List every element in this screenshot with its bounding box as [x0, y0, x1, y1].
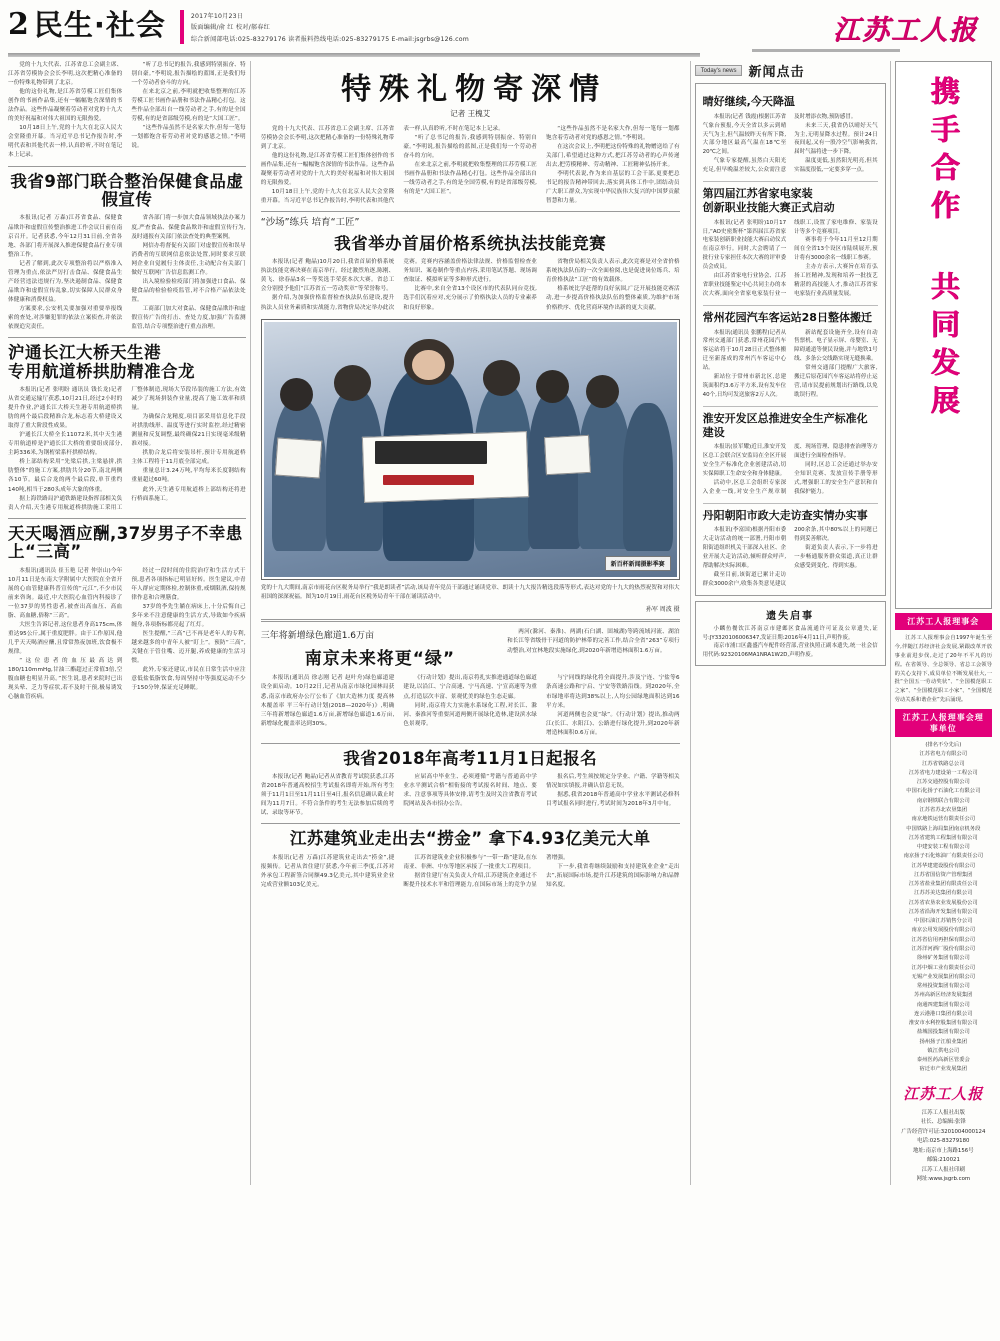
article-weather-body: 本报讯(记者 钱霞)根据江苏省气象台预报,今天全省以多云到晴天气为主,但气温较昨天有所下降,大部分地区最高气温在18℃至20℃之间。 气象专家提醒,虽然白天阳光充足,但早晚温差较大,公众需注意及时增添衣物,预防感冒。 未来三天,我省仍以晴好天气为主,无明显降水过程。预计24日夜间起,又有一股冷空气影响我省,届时气温将进一步下降。 温度更低,虽然阳光明亮,但其实温度很低,一定要多穿一点。 [702, 113, 878, 174]
member-item: 中国石油江苏销售分公司 [914, 918, 973, 925]
colophon-line: 地址:南京市上海路156号 [912, 1147, 974, 1154]
headline-price-contest: 我省举办首届价格系统执法技能竞赛 [334, 233, 607, 253]
divider [703, 305, 878, 306]
member-item: 江苏省盐业集团有限责任公司 [908, 881, 978, 888]
todays-news-tag: Today's news [695, 65, 743, 76]
member-item: 盐城国投集团有限公司 [916, 1029, 970, 1036]
divider [8, 166, 246, 167]
column-divider [690, 61, 691, 1185]
member-item: 江苏交通控股有限公司 [916, 779, 970, 786]
photo-contest-strip: 新百杯新闻摄影季赛 [605, 556, 671, 571]
member-item: 中国铁路上海局集团南京机务段 [906, 825, 981, 832]
article-appliance-contest-body: 本报讯(记者 张明盼)10月17日,“AO史密斯杯”第四届江苏省家电家装创新职业技能大赛启动仪式在南京举行。同时,大会聘请了一批行业专家担任本次大赛的评审委员会成员。 由江苏省家电行业协会、江苏省职业技能鉴定中心共同主办的本次大赛,面向全省家电家装行业一线职工,设置了家电维修、家装设计等多个竞赛项目。 赛事将于今年11月至12月期间在全省13个设区市陆续展开,预计将有3000余名一线职工参赛。 主办方表示,大赛旨在培育弘扬工匠精神,发现和培养一批技艺精湛的高技能人才,推动江苏省家电家装行业高质量发展。 [702, 219, 878, 297]
article-price-contest-body: 本报讯(记者 鲍晶)10月20日,我省首届价格系统执法技能竞赛决赛在南京举行。经过激烈角逐,陈刚、黄飞、徐春晶3名一等奖选手荣获本次大赛。省总工会分别授予他们“江苏省五一劳动奖章”等荣誉称号。 据介绍,为加强价格监督检查执法队伍建设,提升执法人员业务素质和实战能力,省物价局决定举办此次竞赛。竞赛内容涵盖价格法律法规、价格监督检查业务知识、案卷制作等重点内容,采用笔试答题、现场调查取证、模拟听证等多种形式进行。 比赛中,来自全省13个设区市的代表队同台竞技,选手们沉着应对,充分展示了价格执法人员的专业素养和良好形象。 省物价局相关负责人表示,此次竞赛是对全省价格系统执法队伍的一次全面检阅,也是促进岗位练兵、培育价格执法“工匠”的有效载体。 格系统比学赶帮的良好氛围,广泛开展技能竞赛活动,进一步提高价格执法队伍的整体素质,为维护市场价格秩序、优化营商环境作出新的更大贡献。 [260, 259, 680, 311]
page-number: 2 [8, 7, 29, 42]
contact-line: 综合新闻部电话:025-83279176 读者报料热线电话:025-83279175 E-mail:jsgrbs@126.com [190, 35, 469, 43]
member-item: 泰州医药高新区管委会 [916, 1057, 970, 1064]
colophon [895, 1081, 992, 1185]
article-three-highs-body: 本报讯(通讯员 崔玉艳 记者 仲崇山)今年10月11日是东南大学附属中大医院在全省开展的心血管健康科普宣传的“元江”,不少市民前来咨询。最近,中大医院心血管内科接诊了一位37岁的男性患者,被查出高血压、高血脂、高血糖,俗称“三高”。 大医生告诉记者,这位患者身高175cm,体重达95公斤,属于重度肥胖。由于工作原因,他几乎天天喝酒应酬,且常常熬夜加班,饮食极不规律。 “这位患者的血压最高达到180/110mmHg,甘油三酯超过正常值3倍,空腹血糖也明显升高。”医生说,患者来院时已出现头晕、乏力等症状,若不及时干预,极易诱发心脑血管疾病。 经过一段时间的住院治疗和生活方式干预,患者各项指标已明显好转。医生建议,中青年人群应定期体检,控制体重,戒烟限酒,保持规律作息和合理膳食。 37岁的李先生躺在病床上,十分后悔自己多年来不注意健康的生活方式,导致如今疾病缠身,各项指标都亮起了红灯。 医生提醒,“三高”已不再是老年人的专利,越来越多的中青年人被“盯上”。预防“三高”,关键在于管住嘴、迈开腿,养成健康的生活习惯。 此外,专家还建议,市民在日常生活中应注意低盐低脂饮食,每周坚持中等强度运动不少于150分钟,保证充足睡眠。 [8, 567, 246, 701]
headline-weather: 晴好继续,今天降温 [702, 95, 795, 108]
colophon-line: 电话:025-83279180 [917, 1138, 970, 1145]
column-divider [250, 61, 251, 1185]
divider [261, 743, 680, 744]
masthead [0, 0, 1000, 52]
headline-nanjing-green: 南京未来将更“绿” [304, 649, 456, 670]
lead-article-left-spill: 党的十九大代表、江苏省总工会副主席、江苏省劳模协会会长李明,这次把精心准备的一份特殊礼物带到了北京。 他的这份礼物,是江苏省劳模工匠们集体创作的书画作品集,还有一幅幅饱含深情的书法作品。这些作品凝聚着劳动者对党的十九大的美好祝福和对伟大祖国的无限热爱。 10月18日上午,党的十九大在北京人民大会堂隆重开幕。当习近平总书记作报告时,李明代表和其他代表一样,认真聆听,不时在笔记本上记录。 “听了总书记的报告,我感到特别振奋、特别自豪。”李明说,报告描绘的蓝图,正是我们每一个劳动者奋斗的方向。 在来北京之前,李明就把收集整理的江苏劳模工匠书画作品册和书法作品精心打包。这些作品全部出自一线劳动者之手,有的是全国劳模,有的是省部级劳模,有的是“大国工匠”。 “这些作品虽然不是名家大作,但每一笔每一划都饱含着劳动者对党的感恩之情。”李明说。 [8, 62, 246, 159]
member-item: 苏州高新区经济发展集团 [914, 992, 973, 999]
lost-notice-body: 小麟鱼餐饮江苏南京市建邺区食品流通许可证及公章遗失,证号:JY3320106006347,发证日期:2016年4月11日,声明作废。 南京市浦口区鑫盛汽车配件经营部,营业执照正副本遗失,统一社会信用代码:92320106MA1NRA1W2D,声明作废。 [702, 625, 878, 659]
article-gaokao-body: 本报讯(记者 鲍晶)记者从省教育考试院获悉,江苏省2018年普通高校招生考试报名即将开始,所有考生须于11月1日至11月11日至4日,报名信息确认截止时间为11月7日。不符合条件的考生无法参加后续的考试、录取等环节。 应届高中毕业生、必须遵循“考籍与普通高中学业水平测试合格”相衔接的考试报名时间、地点、要求、注意事项等具体安排,请考生及时关注省教育考试院网站及各市招办公告。 报名后,考生须按规定分学业、户籍、学籍等相关情况如实填报,并确认信息无误。 据悉,我省2018年普通高中学业水平测试必修科目考试报名同时进行,考试时间为2018年3月中旬。 [260, 774, 680, 817]
colophon-line: 江苏工人报社出版 [921, 1109, 965, 1116]
headline-gaokao: 我省2018年高考11月1日起报名 [343, 748, 598, 768]
headline-health-food: 我省9部门联合整治保健食品虚假宣传 [10, 171, 244, 209]
member-item: 淮安市水利控股集团有限公司 [908, 1020, 978, 1027]
member-item: 中国石化扬子石油化工有限公司 [906, 788, 981, 795]
lost-notice-box [695, 601, 886, 666]
article-nanjing-green-body: 本报讯(通讯员 徐志刚 记者 赵叶舟)绿色廊道建设全面启动。10月22日,记者从南京市绿化园林局获悉,南京市政府办公厅公布了《加大造林力度 提高林木覆盖率 平三年行动计划(2018—2020年)》,明确三年将新增绿色廊道1.6万亩,新增绿色廊道1.6万亩,新增绿化覆盖率达到30%。 《行动计划》提出,南京将扎实推进通道绿色廊道建设,以沿江、宁合高速、宁马高速、宁宣高速等为重点,打造层次丰富、景观优美的绿色生态走廊。 同时,南京将大力实施水系绿化工程,对长江、滁河、秦淮河等重要河道两侧开展绿化造林,建设滨水绿色景观带。 与宁同线的绿化将全面提升,涉及宁连、宁盐等6条高速公路和宁启、宁安等铁路沿线。到2020年,全市绿地率将达到38%以上,人均公园绿地面积达到16平方米。 河道两侧也会更“绿”。《行动计划》提出,推动两江(长江、水阳江)、公路进行绿化提升,到2020年新增造林面积0.6万亩。 [260, 675, 680, 736]
divider [703, 503, 878, 504]
column-divider [890, 61, 891, 1185]
member-item: 无锡产业发展集团有限公司 [911, 973, 976, 980]
cooperation-banner [895, 61, 992, 609]
publication-date: 2017年10月23日 [190, 13, 244, 20]
member-item: 常州投资集团有限公司 [916, 983, 970, 990]
colophon-logo: 江苏工人报 [903, 1084, 984, 1103]
council-members-list [895, 741, 992, 1075]
colophon-line: 江苏工人报社印刷 [921, 1166, 965, 1173]
divider [261, 211, 680, 212]
right-column [695, 61, 886, 1185]
headline-appliance-contest: 第四届江苏省家电家装 创新职业技能大赛正式启动 [702, 187, 835, 214]
member-item: 扬州扬子江船业集团 [919, 1038, 968, 1045]
news-click-box [695, 83, 886, 596]
article-danyang-visit-body: 本报讯(李富国)根据丹阳市委大走访活动的统一部署,丹阳市朝阳街道组织机关干部深入社区、企业开展大走访活动,倾听群众呼声,帮助解决实际困难。 截至目前,该街道已累计走访群众3000余户,收集各类意见建议200余条,其中80%以上的问题已得到妥善解决。 街道负责人表示,下一步将进一步畅通服务群众渠道,真正让群众感受到变化、得到实惠。 [702, 527, 878, 587]
kicker-nanjing-green: 三年将新增绿色廊道1.6万亩 [260, 631, 375, 642]
member-item: 江苏省农垦农业发展股份公司 [908, 899, 978, 906]
member-item: 江苏中烟工业有限责任公司 [911, 964, 976, 971]
member-item: 江苏洋河酒厂股份有限公司 [911, 945, 976, 952]
member-item: 中建安装工程有限公司 [916, 844, 970, 851]
divider [703, 406, 878, 407]
member-item: 宿迁市产业发展集团 [919, 1066, 968, 1073]
member-item: 江苏省苏北农垦集团 [919, 806, 968, 813]
headline-danyang-visit: 丹阳朝阳市政大走访查实情办实事 [702, 508, 868, 522]
colophon-line: 网址:www.jsgrb.com [916, 1176, 971, 1183]
article-huaian-safety-body: 本报讯(景军耀)近日,淮安开发区总工会联合区安监局在全区开展安全生产标准化企业创建活动,切实保障职工生命安全和身体健康。 活动中,区总工会组织专家深入企业一线,对安全生产规章制度、现场管理、隐患排查治理等方面进行全面检查指导。 同时,区总工会还通过举办安全知识竞赛、发放宣传手册等形式,增强职工的安全生产意识和自我保护能力。 [702, 444, 878, 495]
divider [8, 337, 246, 338]
member-item: 南京钢铁联合有限公司 [916, 797, 970, 804]
far-right-column [895, 61, 992, 1185]
headline-huaian-safety: 淮安开发区总推进安全生产标准化建设 [702, 411, 868, 439]
lost-notice-title: 遗失启事 [766, 610, 815, 622]
article-bridge-body: 本报讯(记者 张明盼 通讯员 钱长龙)记者从省交通运输厅获悉,10月21日,经过2小时的提升作业,沪通长江大桥天生港专用航道桥拱肋的两个最后段精准合龙,标志着大桥建设又取得了重大阶段性成果。 沪通长江大桥全长11072米,其中天生港专用航道桥是沪通长江大桥的重要组成部分,主跨336米,为钢桁梁系杆拱桥结构。 桥上部结构采用“先梁后拱,主梁悬拼,拱肋整体”的施工方案,拱肋共分20节,南北两侧各10节。最后合龙的两个最后段,单节重约140吨,相当于280头成年大象的体重。 据上海铁路局沪通铁路建设指挥部相关负责人介绍,天生港专用航道桥拱肋施工采用工厂整体制造,现场大节段吊装的施工方法,有效减少了现场拼装作业量,提高了施工效率和质量。 为确保合龙精度,项目部采用信息化手段对拱肋线形、温度等进行实时监控,经过精密测量和反复调整,最终确保21日实现毫米级精准对接。 拱肋合龙后将安装吊杆,预计专用航道桥主体工程将于11月底全部完成。 重量总计3.24万吨,平均每米长度钢结构重量超过60吨。 此外,天生港专用航道桥上部结构还将进行桥面系施工。 [8, 387, 246, 511]
headline-construction-export: 江苏建筑业走出去“捞金” 拿下4.93亿美元大单 [289, 829, 651, 849]
article-nanjing-green-spill: 两河(滁河、秦淮)、两湖(石臼湖、固城湖)等跨流域河流、湖泊和长江等省级骨干河道的防护林带的完善工作,结合全省“263”专项行动整治,对宜林地段实施绿化,到2020年新增造林面积1.6万亩。 [507, 629, 680, 654]
council-intro: 江苏工人报理事会自1997年诞生至今,伴随江苏经济社会发展,紧跟改革开放事业前进步伐,走过了20年不平凡的历程。在省领导、全总领导、省总工会领导的关心支持下,成员单位不断发展壮大,一批“全国五一劳动奖状”、“全国模范职工之家”、“全国模范职工小家”、“全国模范劳动关系和谐企业”先后涌现。 [894, 635, 993, 704]
council-label: 江苏工人报理事会 [895, 613, 992, 630]
colophon-line: 邮编:210021 [926, 1157, 960, 1164]
section-title: 民生·社会 [33, 8, 166, 42]
members-note: (排名不分先后) [925, 742, 962, 749]
lead-headline: 特殊礼物寄深情 [341, 72, 608, 107]
member-item: 南京地铁运营有限责任公司 [911, 816, 976, 823]
divider [8, 518, 246, 519]
headline-three-highs: 天天喝酒应酬,37岁男子不幸患上“三高” [8, 523, 243, 562]
divider-double [261, 619, 680, 622]
lead-byline: 记者 王槐艾 [450, 109, 491, 118]
page-grid [0, 57, 1000, 1185]
divider [261, 823, 680, 824]
middle-column [255, 61, 686, 1185]
kicker-price-contest: “沙场”练兵 培育“工匠” [260, 217, 360, 229]
member-item: 江苏省电力建设第一工程公司 [908, 769, 978, 776]
member-item: 江苏省铁路总公司 [922, 760, 965, 767]
left-column [8, 61, 246, 1185]
member-item: 连云港港口集团有限公司 [914, 1010, 973, 1017]
article-changzhou-station-body: 本报讯(通讯员 张鹏程)记者从常州交通部门获悉,常州花园汽车客运站将于10月28日正式整体搬迁至新落成的常州汽车客运中心站。 新站位于常州市新北区,总建筑面积约3.6万平方米,设有发车位40个,日均可发送旅客2万人次。 新站配套设施齐全,设有自动售票机、电子显示屏、母婴室、无障碍通道等便民设施,并与地铁1号线、多条公交线路实现无缝换乘。 常州交通部门提醒广大旅客,搬迁后原花园汽车客运站将停止运营,请市民提前规划出行路线,以免耽误行程。 [702, 329, 878, 398]
member-item: 南京扬子石化炼油厂有限责任公司 [903, 853, 984, 860]
member-item: 江苏省信用再担保有限公司 [911, 936, 976, 943]
member-item: 江苏省沿海开发集团有限公司 [908, 908, 978, 915]
divider [703, 181, 878, 182]
article-health-food-body: 本报讯(记者 万森)江苏省食品、保健食品欺诈和虚假宣传整治推进工作会议日前在南京召开。记者获悉,今年12月31日前,全省各地、各部门将开展深入推进保健食品行业专项整治工作。 记者了解到,此次专项整治将以严格准入管理为重点,依法严厉打击食品、保健食品生产经营违法违规行为,坚决遏制食品、保健食品欺诈和虚假宣传乱象,切实保障人民群众身体健康和消费权益。 方案要求,公安机关要加强对重要举报线索的查处,对涉嫌犯罪的依法立案侦查,并依法依规追究责任。 省各部门将一步加大食品领域执法办案力度,严查食品、保健食品欺诈和虚假宣传行为,及时通报有关部门依法查处的典型案例。 网信办将督促有关部门对虚假宣传和误导消费者的互联网信息依法处置,同时要求互联网企业自觉履行主体责任,主动配合有关部门做好互联网广告信息监测工作。 出入境检验检疫部门将加强进口食品、保健食品的检验检疫监管,对不合格产品依法处置。 工商部门加大对食品、保健食品欺诈和虚假宣传广告的打击、查处力度,加强广告监测监管,结合专项整治进行重点治理。 [8, 215, 246, 331]
news-photo-frame [261, 319, 680, 580]
member-item: 江苏苏美达集团有限公司 [914, 890, 973, 897]
member-item: 南京公用发展股份有限公司 [911, 927, 976, 934]
member-item: 镇江供电公司 [927, 1047, 960, 1054]
paper-logo: 江苏工人报 [833, 15, 978, 46]
council-members-label: 江苏工人报理事会理事单位 [895, 709, 992, 737]
masthead-rule-right [752, 49, 900, 52]
colophon-line: 社长、总编辑:张锋 [920, 1119, 966, 1126]
member-item: 江苏华建建设股份有限公司 [911, 862, 976, 869]
headline-hutong-bridge: 沪通长江大桥天生港 专用航道桥拱肋精准合龙 [8, 343, 195, 381]
headline-changzhou-station: 常州花园汽车客运站28日整体搬迁 [702, 310, 872, 324]
colophon-line: 广告经营许可证:3201004000124 [901, 1128, 986, 1135]
lead-article-body: 党的十九大代表、江苏省总工会副主席、江苏省劳模协会会长李明,这次把精心准备的一份特殊礼物带到了北京。 他的这份礼物,是江苏省劳模工匠们集体创作的书画作品集,还有一幅幅饱含深情的书法作品。这些作品凝聚着劳动者对党的十九大的美好祝福和对伟大祖国的无限热爱。 10月18日上午,党的十九大在北京人民大会堂隆重开幕。当习近平总书记作报告时,李明代表和其他代表一样,认真聆听,不时在笔记本上记录。 “听了总书记的报告,我感到特别振奋、特别自豪。”李明说,报告描绘的蓝图,正是我们每一个劳动者奋斗的方向。 在来北京之前,李明就把收集整理的江苏劳模工匠书画作品册和书法作品精心打包。这些作品全部出自一线劳动者之手,有的是全国劳模,有的是省部级劳模,有的是“大国工匠”。 “这些作品虽然不是名家大作,但每一笔每一划都饱含着劳动者对党的感恩之情。”李明说。 在这次会议上,李明把这份特殊的礼物赠送给了有关部门,希望通过这种方式,把江苏劳动者的心声传递出去,把劳模精神、劳动精神、工匠精神弘扬开来。 李明代表说,作为来自基层的工会干部,更要把总书记的报告精神带回去,落实到具体工作中,团结动员广大职工群众,为实现中华民族伟大复兴的中国梦贡献智慧和力量。 [260, 126, 680, 205]
member-item: 江苏省国信资产管理集团 [914, 871, 973, 878]
news-click-header [695, 61, 886, 80]
editors-line: 版面编辑/俞 红 校对/郝春红 [190, 24, 271, 32]
member-item: 江苏省建筑工程集团有限公司 [908, 834, 978, 841]
news-click-title: 新闻点击 [748, 65, 805, 80]
photo-credit: 孙军 周波 摄 [645, 606, 680, 614]
member-item: 徐州矿务集团有限公司 [916, 955, 970, 962]
cooperation-banner-text: 携手合作 共同发展 [926, 76, 961, 423]
photo-caption: 党的十九大期间,南京市雨花台区税务局举行“我是朗读者”活动,该局青年党员干部通过诵读党章、朗读十九大报告精选段落等形式,表达对党的十九大的热烈祝贺和对伟大祖国的深深祝福。图为10月19日,雨花台区税务局青年干部在诵读活动中。 [260, 584, 680, 600]
news-photo [264, 322, 677, 577]
member-item: 江苏省电力有限公司 [919, 751, 968, 758]
article-construction-body: 本报讯(记者 万森)江苏建筑业走出去“捞金”,捷报频传。记者从省住建厅获悉,今年前三季度,江苏对外承包工程新签合同额49.3亿美元,其中建筑业企业完成营业额103亿美元。 江苏省建筑业企业积极参与“一带一路”建设,在东南亚、非洲、中东等地区承接了一批重大工程项目。 据省住建厅有关负责人介绍,江苏建筑企业通过不断提升技术水平和管理能力,在国际市场上的竞争力显著增强。 下一步,我省将继续鼓励和支持建筑业企业“走出去”,拓展国际市场,提升江苏建筑的国际影响力和品牌知名度。 [260, 854, 680, 889]
pink-divider-bar [180, 10, 184, 44]
imprint-block [191, 11, 469, 45]
member-item: 南通四建集团有限公司 [916, 1001, 970, 1008]
